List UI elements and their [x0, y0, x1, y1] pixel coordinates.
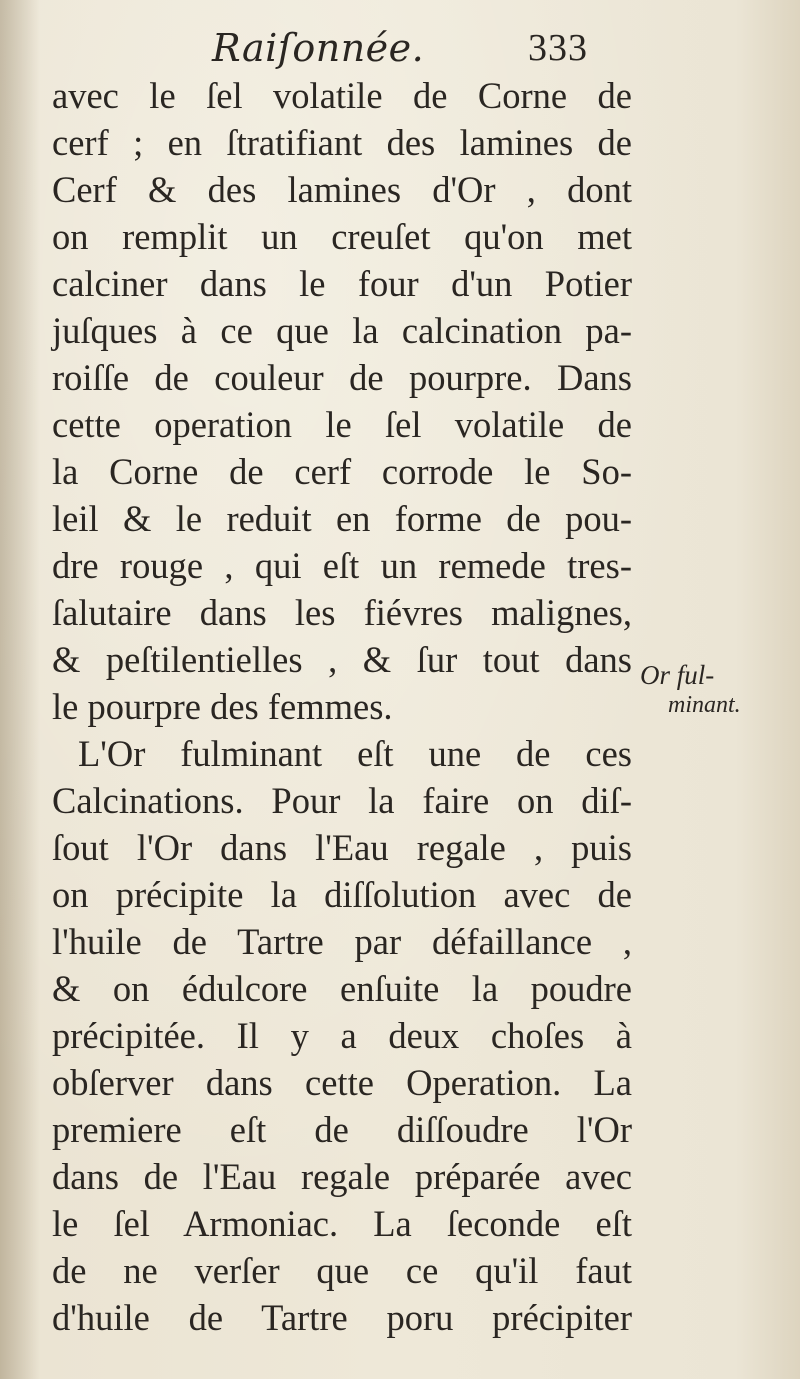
- text-line: on remplit un creuſet qu'on met: [52, 216, 632, 257]
- text-line: Cerf & des lamines d'Or , dont: [52, 169, 632, 210]
- text-line: cerf ; en ſtratifiant des lamines de: [52, 122, 632, 163]
- text-line: précipitée. Il y a deux choſes à: [52, 1015, 632, 1056]
- page-gutter-shadow: [0, 0, 40, 1379]
- body-text: [52, 72, 632, 1341]
- text-line: on précipite la diſſolution avec de: [52, 874, 632, 915]
- text-line: d'huile de Tartre poru précipiter: [52, 1297, 632, 1338]
- text-line: leil & le reduit en forme de pou-: [52, 498, 632, 539]
- text-line: L'Or fulminant eſt une de ces: [78, 733, 632, 774]
- text-line: le ſel Armoniac. La ſeconde eſt: [52, 1203, 632, 1244]
- text-line: calciner dans le four d'un Potier: [52, 263, 632, 304]
- margin-note: [640, 660, 760, 720]
- text-line: premiere eſt de diſſoudre l'Or: [52, 1109, 632, 1150]
- text-line: de ne verſer que ce qu'il faut: [52, 1250, 632, 1291]
- text-line: juſques à ce que la calcination pa-: [52, 310, 632, 351]
- margin-note-line: Or ful-: [640, 660, 715, 690]
- text-line: avec le ſel volatile de Corne de: [52, 75, 632, 116]
- text-line: dre rouge , qui eſt un remede tres-: [52, 545, 632, 586]
- text-line: la Corne de cerf corrode le So-: [52, 451, 632, 492]
- text-line: l'huile de Tartre par défaillance ,: [52, 921, 632, 962]
- running-title: Raiſonnée.: [212, 26, 425, 70]
- text-line: & peſtilentielles , & ſur tout dans: [52, 639, 632, 680]
- text-line: cette operation le ſel volatile de: [52, 404, 632, 445]
- text-line: ſalutaire dans les fiévres malignes,: [52, 592, 632, 633]
- text-line: ſout l'Or dans l'Eau regale , puis: [52, 827, 632, 868]
- text-line: le pourpre des femmes.: [52, 686, 393, 727]
- margin-note-line: minant.: [668, 692, 741, 718]
- text-line: roiſſe de couleur de pourpre. Dans: [52, 357, 632, 398]
- text-line: Calcinations. Pour la faire on diſ-: [52, 780, 632, 821]
- page-number: 333: [528, 27, 588, 69]
- text-line: & on édulcore enſuite la poudre: [52, 968, 632, 1009]
- text-line: dans de l'Eau regale préparée avec: [52, 1156, 632, 1197]
- text-line: obſerver dans cette Operation. La: [52, 1062, 632, 1103]
